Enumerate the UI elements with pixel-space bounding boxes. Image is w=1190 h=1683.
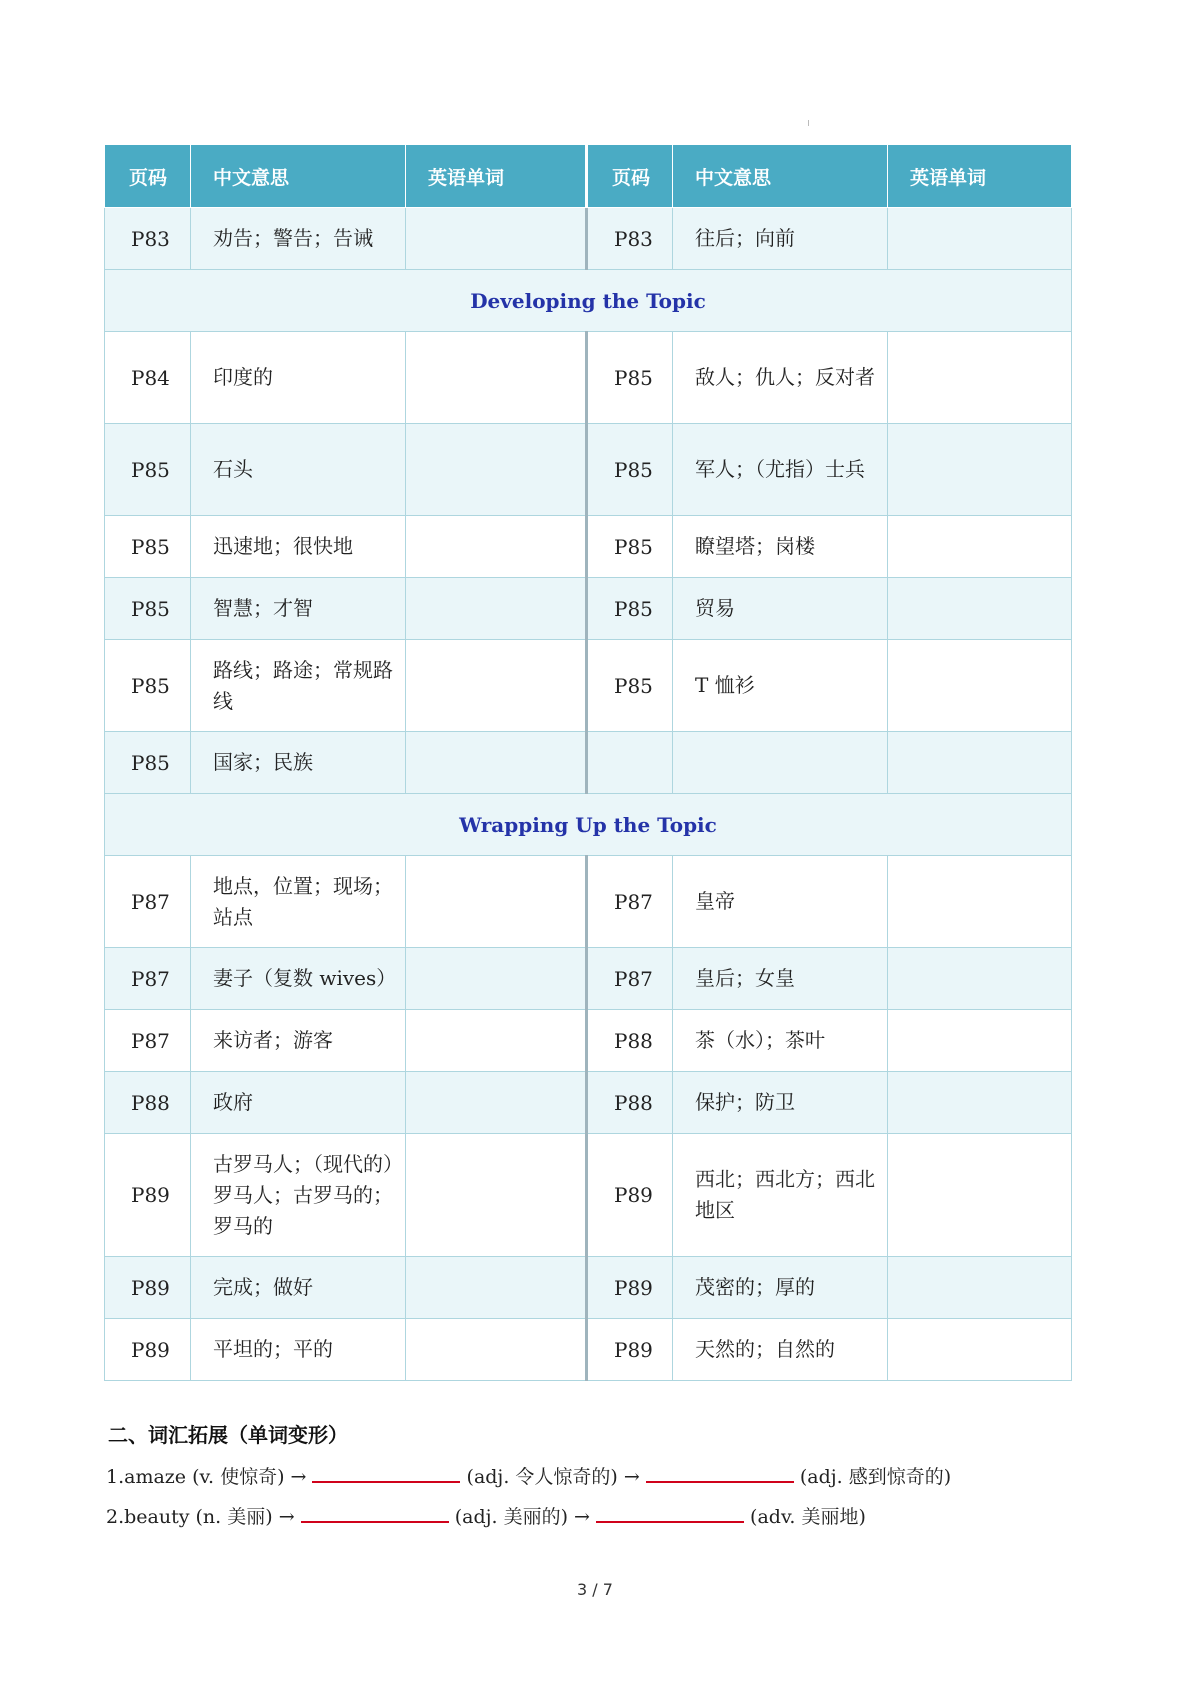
page-number: P85 bbox=[105, 424, 191, 516]
page-number: P85 bbox=[105, 640, 191, 732]
page-number: P84 bbox=[105, 332, 191, 424]
chinese-meaning: 皇帝 bbox=[673, 856, 888, 948]
extension-item-1 bbox=[106, 1462, 951, 1489]
page-number: P88 bbox=[105, 1072, 191, 1134]
extension-prompt: (adv. 美丽地) bbox=[750, 1506, 866, 1528]
chinese-meaning: 来访者；游客 bbox=[191, 1010, 406, 1072]
table-row bbox=[105, 332, 1072, 424]
page-number: P89 bbox=[105, 1257, 191, 1319]
page-number: P85 bbox=[587, 424, 673, 516]
table-row bbox=[105, 1134, 1072, 1257]
page-number: P85 bbox=[587, 640, 673, 732]
page-number: P89 bbox=[587, 1257, 673, 1319]
chinese-meaning: 路线；路途；常规路线 bbox=[191, 640, 406, 732]
chinese-meaning: 智慧；才智 bbox=[191, 578, 406, 640]
header-page-left: 页码 bbox=[105, 145, 191, 208]
english-word-blank[interactable] bbox=[888, 1134, 1072, 1257]
page-number: P89 bbox=[587, 1134, 673, 1257]
extension-prompt: (adj. 感到惊奇的) bbox=[799, 1466, 952, 1488]
english-word-blank[interactable] bbox=[406, 578, 587, 640]
chinese-meaning: 国家；民族 bbox=[191, 732, 406, 794]
chinese-meaning: 敌人；仇人；反对者 bbox=[673, 332, 888, 424]
page-number: P87 bbox=[105, 856, 191, 948]
chinese-meaning: 西北；西北方；西北地区 bbox=[673, 1134, 888, 1257]
page-number: P89 bbox=[105, 1319, 191, 1381]
english-word-blank[interactable] bbox=[888, 732, 1072, 794]
vocab-table bbox=[104, 144, 1072, 1381]
header-english-right: 英语单词 bbox=[888, 145, 1072, 208]
english-word-blank[interactable] bbox=[888, 332, 1072, 424]
extension-prompt: 2.beauty (n. 美丽) → bbox=[106, 1506, 295, 1528]
chinese-meaning: 地点，位置；现场；站点 bbox=[191, 856, 406, 948]
chinese-meaning: 贸易 bbox=[673, 578, 888, 640]
english-word-blank[interactable] bbox=[888, 1319, 1072, 1381]
extension-prompt: (adj. 美丽的) → bbox=[454, 1506, 590, 1528]
table-row bbox=[105, 856, 1072, 948]
answer-blank[interactable] bbox=[301, 1503, 449, 1523]
chinese-meaning: 军人；（尤指）士兵 bbox=[673, 424, 888, 516]
page-number: P89 bbox=[105, 1134, 191, 1257]
english-word-blank[interactable] bbox=[888, 516, 1072, 578]
chinese-meaning: 古罗马人；（现代的）罗马人；古罗马的；罗马的 bbox=[191, 1134, 406, 1257]
page-number: P85 bbox=[587, 516, 673, 578]
page-number: P87 bbox=[105, 948, 191, 1010]
table-row bbox=[105, 732, 1072, 794]
page-number: P85 bbox=[587, 578, 673, 640]
extension-prompt: (adj. 令人惊奇的) → bbox=[466, 1466, 640, 1488]
header-page-right: 页码 bbox=[587, 145, 673, 208]
english-word-blank[interactable] bbox=[406, 1072, 587, 1134]
chinese-meaning bbox=[673, 732, 888, 794]
english-word-blank[interactable] bbox=[406, 856, 587, 948]
page-number: P87 bbox=[587, 948, 673, 1010]
english-word-blank[interactable] bbox=[406, 516, 587, 578]
chinese-meaning: 政府 bbox=[191, 1072, 406, 1134]
table-row bbox=[105, 1010, 1072, 1072]
table-row bbox=[105, 208, 1072, 270]
english-word-blank[interactable] bbox=[406, 1010, 587, 1072]
table-row bbox=[105, 1257, 1072, 1319]
english-word-blank[interactable] bbox=[406, 332, 587, 424]
table-row bbox=[105, 1072, 1072, 1134]
margin-tick bbox=[808, 120, 809, 126]
section-title: Wrapping Up the Topic bbox=[105, 794, 1072, 856]
english-word-blank[interactable] bbox=[888, 1257, 1072, 1319]
table-row bbox=[105, 578, 1072, 640]
chinese-meaning: 完成；做好 bbox=[191, 1257, 406, 1319]
chinese-meaning: 劝告；警告；告诫 bbox=[191, 208, 406, 270]
english-word-blank[interactable] bbox=[406, 424, 587, 516]
header-english-left: 英语单词 bbox=[406, 145, 587, 208]
page-number: P87 bbox=[105, 1010, 191, 1072]
answer-blank[interactable] bbox=[646, 1463, 794, 1483]
english-word-blank[interactable] bbox=[406, 1319, 587, 1381]
chinese-meaning: 天然的；自然的 bbox=[673, 1319, 888, 1381]
extension-prompt: 1.amaze (v. 使惊奇) → bbox=[106, 1466, 307, 1488]
table-header-row bbox=[105, 145, 1072, 208]
english-word-blank[interactable] bbox=[888, 578, 1072, 640]
english-word-blank[interactable] bbox=[406, 1257, 587, 1319]
english-word-blank[interactable] bbox=[406, 1134, 587, 1257]
english-word-blank[interactable] bbox=[888, 640, 1072, 732]
section-row bbox=[105, 794, 1072, 856]
english-word-blank[interactable] bbox=[406, 640, 587, 732]
section-title: Developing the Topic bbox=[105, 270, 1072, 332]
page-number bbox=[587, 732, 673, 794]
header-chinese-right: 中文意思 bbox=[673, 145, 888, 208]
answer-blank[interactable] bbox=[312, 1463, 460, 1483]
page-number: P88 bbox=[587, 1010, 673, 1072]
page-number: P83 bbox=[587, 208, 673, 270]
table-row bbox=[105, 424, 1072, 516]
english-word-blank[interactable] bbox=[888, 948, 1072, 1010]
chinese-meaning: 茶（水）；茶叶 bbox=[673, 1010, 888, 1072]
english-word-blank[interactable] bbox=[888, 208, 1072, 270]
page-number: P83 bbox=[105, 208, 191, 270]
chinese-meaning: 保护；防卫 bbox=[673, 1072, 888, 1134]
extension-heading: 二、词汇拓展（单词变形） bbox=[108, 1423, 348, 1447]
table-row bbox=[105, 948, 1072, 1010]
header-chinese-left: 中文意思 bbox=[191, 145, 406, 208]
page-number-footer: 3 / 7 bbox=[577, 1580, 613, 1599]
english-word-blank[interactable] bbox=[888, 1010, 1072, 1072]
english-word-blank[interactable] bbox=[888, 1072, 1072, 1134]
page-number: P85 bbox=[105, 732, 191, 794]
chinese-meaning: 印度的 bbox=[191, 332, 406, 424]
table-row bbox=[105, 1319, 1072, 1381]
page-number: P85 bbox=[105, 578, 191, 640]
english-word-blank[interactable] bbox=[406, 732, 587, 794]
english-word-blank[interactable] bbox=[406, 208, 587, 270]
chinese-meaning: 迅速地；很快地 bbox=[191, 516, 406, 578]
chinese-meaning: 皇后；女皇 bbox=[673, 948, 888, 1010]
page-number: P88 bbox=[587, 1072, 673, 1134]
answer-blank[interactable] bbox=[596, 1503, 744, 1523]
extension-item-2 bbox=[106, 1502, 866, 1529]
chinese-meaning: 妻子（复数 wives） bbox=[191, 948, 406, 1010]
chinese-meaning: 茂密的；厚的 bbox=[673, 1257, 888, 1319]
page-number: P87 bbox=[587, 856, 673, 948]
section-row bbox=[105, 270, 1072, 332]
english-word-blank[interactable] bbox=[888, 424, 1072, 516]
table-row bbox=[105, 640, 1072, 732]
chinese-meaning: 石头 bbox=[191, 424, 406, 516]
page-number: P85 bbox=[105, 516, 191, 578]
chinese-meaning: 平坦的；平的 bbox=[191, 1319, 406, 1381]
english-word-blank[interactable] bbox=[406, 948, 587, 1010]
chinese-meaning: 往后；向前 bbox=[673, 208, 888, 270]
page-number: P85 bbox=[587, 332, 673, 424]
table-row bbox=[105, 516, 1072, 578]
chinese-meaning: T 恤衫 bbox=[673, 640, 888, 732]
english-word-blank[interactable] bbox=[888, 856, 1072, 948]
chinese-meaning: 瞭望塔；岗楼 bbox=[673, 516, 888, 578]
page-number: P89 bbox=[587, 1319, 673, 1381]
